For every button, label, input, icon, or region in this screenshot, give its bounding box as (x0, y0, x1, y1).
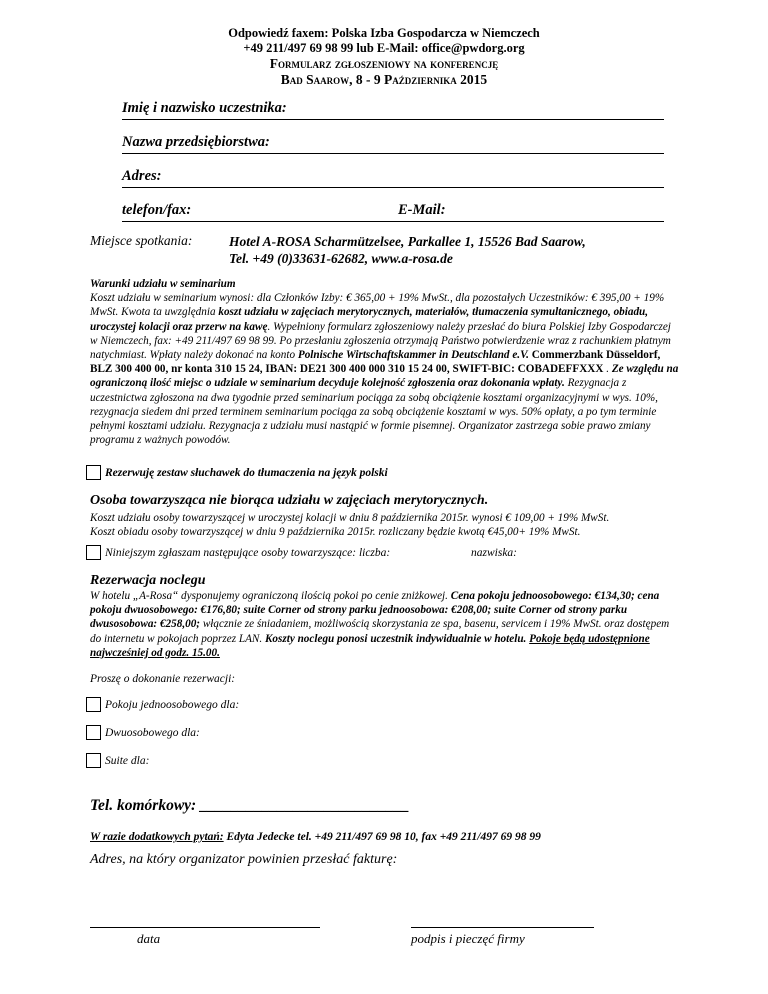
date-label: data (137, 931, 161, 946)
conditions-p1: Koszt udziału w seminarium wynosi: dla Członków Izby: € 365,00 + 19% MwSt., dla pozostałych Uczestników: € 395,00 + 19% MwSt. Kwota ta uwzględnia (90, 292, 665, 319)
double-room-checkbox[interactable] (86, 725, 101, 740)
contact-line (90, 830, 541, 844)
lodging-intro: W hotelu „A-Rosa“ dysponujemy ograniczoną ilością pokoi po cenie zniżkowej. (90, 590, 451, 602)
form-title: Formularz zgłoszeniowy na konferencję (269, 56, 499, 71)
single-room-row[interactable] (86, 697, 239, 712)
lodging-text (90, 589, 680, 660)
venue-line-2: Tel. +49 (0)33631-62682, www.a-rosa.de (229, 251, 453, 266)
lodging-payment: Koszty noclegu ponosi uczestnik indywidualnie w hotelu. (264, 632, 530, 645)
conditions-p2: . Wypełniony formularz zgłoszeniowy należy przesłać do biura Polskiej Izby Gospodarczej w Niemczech, fax: +49 211/497 69 98 99. Po przesłaniu zgłoszenia otrzymają Państwo potwierdzenie wraz z rachunkiem płatnym natychmiast. Wpłaty należy dokonać na konto (90, 320, 671, 362)
venue-line-1: Hotel A-ROSA Scharmützelsee, Parkallee 1, 15526 Bad Saarow, (229, 234, 586, 249)
suite-checkbox[interactable] (86, 753, 101, 768)
signature-line[interactable] (411, 927, 594, 928)
headphones-row[interactable] (86, 465, 388, 480)
contact-label: W razie dodatkowych pytań: (90, 831, 224, 843)
conditions-title: Warunki udziału w seminarium (90, 278, 236, 290)
double-room-label: Dwuosobowego dla: (105, 726, 200, 739)
venue-address (229, 233, 586, 267)
company-name-field[interactable]: Nazwa przedsiębiorstwa: (122, 134, 664, 154)
companion-row[interactable] (86, 545, 390, 560)
signature-label: podpis i pieczęć firmy (411, 931, 525, 946)
conditions-cancellation: Rezygnacja z uczestnictwa zgłoszona na dwa tygodnie przed seminarium pociąga za sobą obciążenie kosztami organizacyjnymi w wys. 10%, rezygnacja siedem dni przed terminem seminarium pociąga za sobą obciążenie kosztami w wys. 50% opłaty, a po tym terminie pełnymi kosztami udziału. Rezygnacja z udziału musi nastąpić w formie pisemnej. Organizator zastrzega sobie prawo zmiany programu z ważnych powodów. (90, 377, 658, 447)
headphones-label: Rezerwuję zestaw słuchawek do tłumaczenia na język polski (105, 466, 388, 479)
address-field[interactable]: Adres: (122, 168, 664, 188)
single-room-checkbox[interactable] (86, 697, 101, 712)
contact-details: Edyta Jedecke tel. +49 211/497 69 98 10, fax +49 211/497 69 98 99 (223, 831, 541, 843)
participant-name-field[interactable]: Imię i nazwisko uczestnika: (122, 100, 664, 120)
lodging-includes: włącznie ze śniadaniem, możliwością skorzystania ze spa, basenu, servicem i 19% MwSt. oraz dostępem do internetu w pokojach poprzez LAN. (90, 618, 670, 645)
venue-label: Miejsce spotkania: (90, 233, 193, 248)
invoice-address-label: Adres, na który organizator powinien przesłać fakturę: (90, 852, 398, 867)
companion-title: Osoba towarzysząca nie biorąca udziału w zajęciach merytorycznych. (90, 493, 489, 508)
bank-details: Commerzbank Düsseldorf, BLZ 300 400 00, nr konta 310 15 24, IBAN: DE21 300 400 000 310 15 24 00, SWIFT-BIC: COBADEFFXXX (90, 349, 661, 376)
date-line[interactable] (90, 927, 320, 928)
companion-label: Niniejszym zgłaszam następujące osoby towarzyszące: liczba: (105, 546, 391, 559)
single-room-label: Pokoju jednoosobowego dla: (105, 698, 240, 711)
companion-lunch-cost: Koszt obiadu osoby towarzyszącej w dniu 9 października 2015r. rozliczany będzie kwotą €45,00+ 19% MwSt. (90, 526, 581, 539)
header-contact-line: +49 211/497 69 98 99 lub E-Mail: office@pwdorg.org (243, 41, 525, 55)
headphones-checkbox[interactable] (86, 465, 101, 480)
email-label: E-Mail: (398, 202, 446, 218)
conditions-section (90, 277, 680, 447)
header-fax-line: Odpowiedź faxem: Polska Izba Gospodarcza w Niemczech (228, 26, 540, 40)
conditions-text (90, 291, 680, 447)
lodging-checkin: Pokoje będą udostępnione najwcześniej od godz. 15.00. (90, 632, 650, 659)
companion-checkbox[interactable] (86, 545, 101, 560)
bank-holder: Polnische Wirtschaftskammer in Deutschland e.V. (297, 349, 529, 362)
lodging-prices: Cena pokoju jednoosobowego: €134,30; cena pokoju dwuosobowego: €176,80; suite Corner od strony parku jednoosobowa: €208,00; suite Corner od strony parku dwusosobowa: €258,00; (90, 590, 660, 631)
companion-costs (90, 511, 690, 539)
companion-dinner-cost: Koszt udziału osoby towarzyszącej w uroczystej kolacji w dniu 8 października 2015r. wynosi € 109,00 + 19% MwSt. (90, 512, 610, 524)
suite-row[interactable] (86, 753, 149, 768)
lodging-title: Rezerwacja noclegu (90, 573, 206, 588)
form-subtitle: Bad Saarow, 8 - 9 Października 2015 (280, 72, 488, 87)
reservation-request: Proszę o dokonanie rezerwacji: (90, 673, 236, 685)
conditions-included: koszt udziału w zajęciach merytorycznych, materiałów, tłumaczenia symultanicznego, obiadu, uroczystej kolacji oraz przerw na kawę (90, 306, 649, 333)
phone-fax-label: telefon/fax: (122, 202, 192, 218)
companion-names-label: nazwiska: (471, 547, 517, 559)
phone-email-row[interactable] (122, 202, 664, 222)
conditions-p3: . (603, 363, 612, 376)
conditions-order: Ze względu na ograniczoną ilość miejsc o udziale w seminarium decyduje kolejność zgłoszenia oraz dokonania wpłaty. (90, 363, 679, 390)
double-room-row[interactable] (86, 725, 200, 740)
mobile-phone-field[interactable]: Tel. komórkowy: ___________________________ (90, 797, 410, 814)
suite-label: Suite dla: (105, 754, 150, 767)
